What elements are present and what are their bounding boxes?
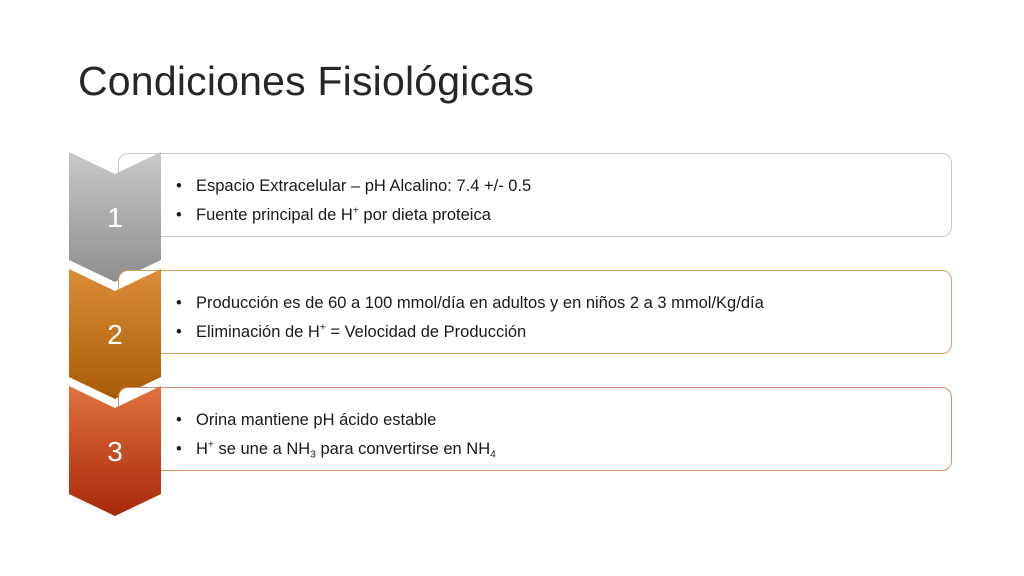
step-2-text-2b: = Velocidad de Producción [325,323,527,341]
bullet-glyph: • [176,206,182,224]
step-1-sup: + [352,205,359,217]
step-1-text-1: Espacio Extracelular – pH Alcalino: 7.4 +/- 0.5 [196,177,532,195]
step-3-number: 3 [107,436,123,467]
step-1-text-2a: Fuente principal de H [196,206,353,224]
step-1-bullet-2 [176,201,531,230]
step-2-number: 2 [107,319,123,350]
step-3-bullet-2 [176,435,496,464]
step-2-bullet-2 [176,318,764,347]
bullet-glyph: • [176,323,182,341]
step-3 [0,386,1024,516]
step-1-bullet-1 [176,172,531,201]
step-2-bullets [176,289,764,347]
step-3-sub-2: 4 [490,449,496,461]
step-3-text-2c: para convertirse en NH [315,440,491,458]
step-3-sup: + [207,439,214,451]
step-2-card [118,270,952,354]
step-1-text-2b: por dieta proteica [358,206,491,224]
step-3-sub-1: 3 [310,449,316,461]
step-3-card [118,387,952,471]
bullet-glyph: • [176,411,182,429]
step-3-bullet-1 [176,406,496,435]
step-2-bullet-1 [176,289,764,318]
step-3-bullets [176,406,496,464]
bullet-glyph: • [176,294,182,312]
step-1-bullets [176,172,531,230]
step-2-sup: + [319,322,326,334]
step-2-text-1: Producción es de 60 a 100 mmol/día en adultos y en niños 2 a 3 mmol/Kg/día [196,294,764,312]
slide-title: Condiciones Fisiológicas [78,58,535,104]
bullet-glyph: • [176,177,182,195]
step-1-number: 1 [107,202,123,233]
step-1-card [118,153,952,237]
step-2 [0,269,1024,399]
step-1 [0,152,1024,282]
step-3-text-2b: se une a NH [213,440,311,458]
step-3-text-1: Orina mantiene pH ácido estable [196,411,437,429]
step-2-text-2a: Eliminación de H [196,323,320,341]
bullet-glyph: • [176,440,182,458]
step-3-text-2a: H [196,440,208,458]
